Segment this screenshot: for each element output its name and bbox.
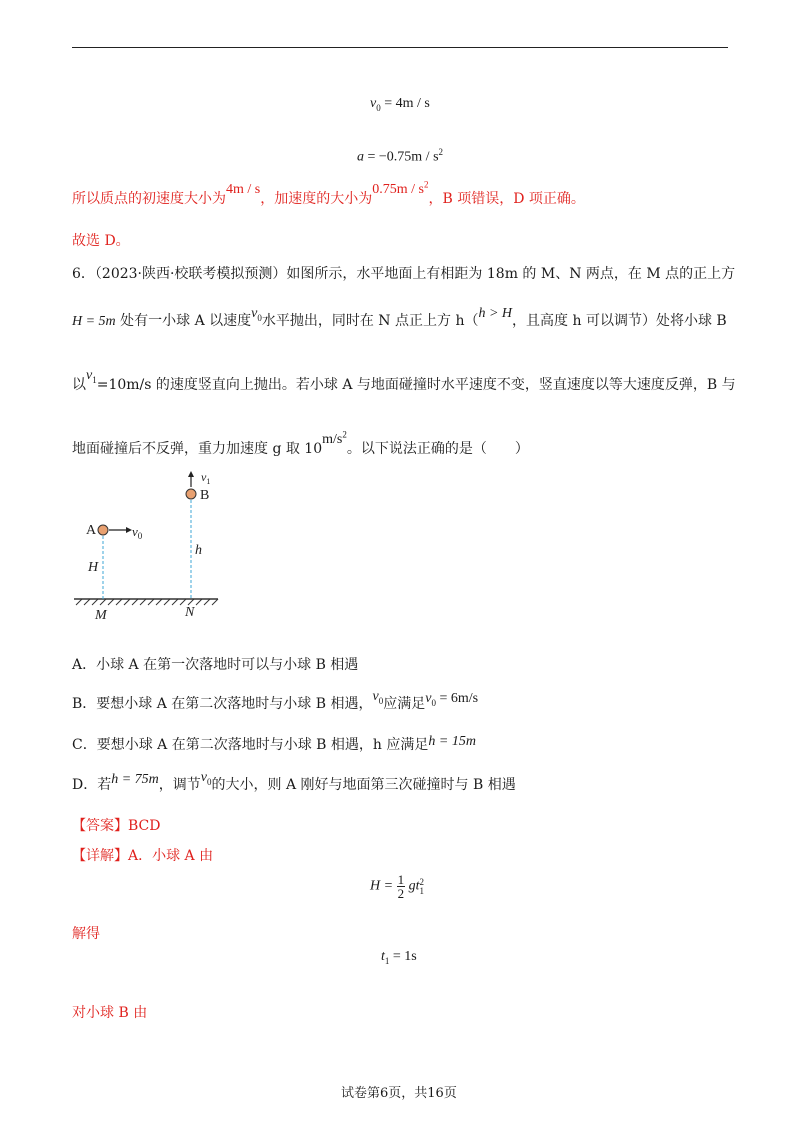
label-v1: $v_1$ [201,470,211,486]
label-h: h [195,543,202,558]
question-line-3: 以$v_1=10m/s$ 的速度竖直向上抛出。若小球 A 与地面碰撞时水平速度不变，竖直速度以等大速度反弹，B 与 [72,368,736,393]
equation-v0: $v_0 = 4m / s$ [370,96,430,113]
question-line-4: 地面碰撞后不反弹，重力加速度 g 取 $10m/s^2$。以下说法正确的是（ ） [72,429,529,457]
equation-a: $a = -0.75m / s^2$ [357,147,444,165]
option-A: A．小球 A 在第一次落地时可以与小球 B 相遇 [72,657,359,673]
ball-B [186,489,196,499]
for-ball-B-label: 对小球 B 由 [72,1005,148,1021]
choose-line: 故选 D。 [72,233,130,249]
option-D: D．若h = 75m，调节$v_0$的大小，则 A 刚好与地面第三次碰撞时与 B 相遇 [72,770,516,793]
conclusion-line: 所以质点的初速度大小为4m / s，加速度的大小为$0.75m / s^2$，B 项错误，D 项正确。 [72,179,585,207]
solve-label: 解得 [72,926,100,942]
question-line-2: H = 5m 处有一小球 A 以速度$v_0$水平抛出，同时在 N 点正上方 h（h > H，且高度 h 可以调节）处将小球 B [72,306,727,329]
question-line-1: 6．（2023·陕西·校联考模拟预测）如图所示，水平地面上有相距为 18m 的 M、N 两点，在 M 点的正上方 [72,266,736,282]
motion-diagram [70,470,230,630]
ball-A [98,525,108,535]
label-v0: $v_0$ [132,524,143,541]
v1-arrowhead [188,471,194,477]
equation-t1: $t_1 = 1s$ [381,949,417,966]
label-N: N [185,605,195,620]
equation-H-free-fall: H = $\frac{1}{2}$ gt 2 1 [370,872,424,901]
option-B: B．要想小球 A 在第二次落地时与小球 B 相遇，$v_0$应满足$v_0 = 6m/s$ [72,689,479,712]
header-rule [72,47,728,48]
option-C: C．要想小球 A 在第二次落地时与小球 B 相遇，h 应满足h = 15m [72,734,476,753]
detail-label: 【详解】A．小球 A 由 [72,848,214,864]
answer-label: 【答案】BCD [72,818,161,834]
page-footer: 试卷第6页，共16页 [341,1086,457,1101]
label-B: B [200,488,210,503]
label-M: M [95,608,107,623]
label-A: A [86,523,97,538]
ground-hatching [76,599,218,605]
label-H: H [88,560,99,575]
